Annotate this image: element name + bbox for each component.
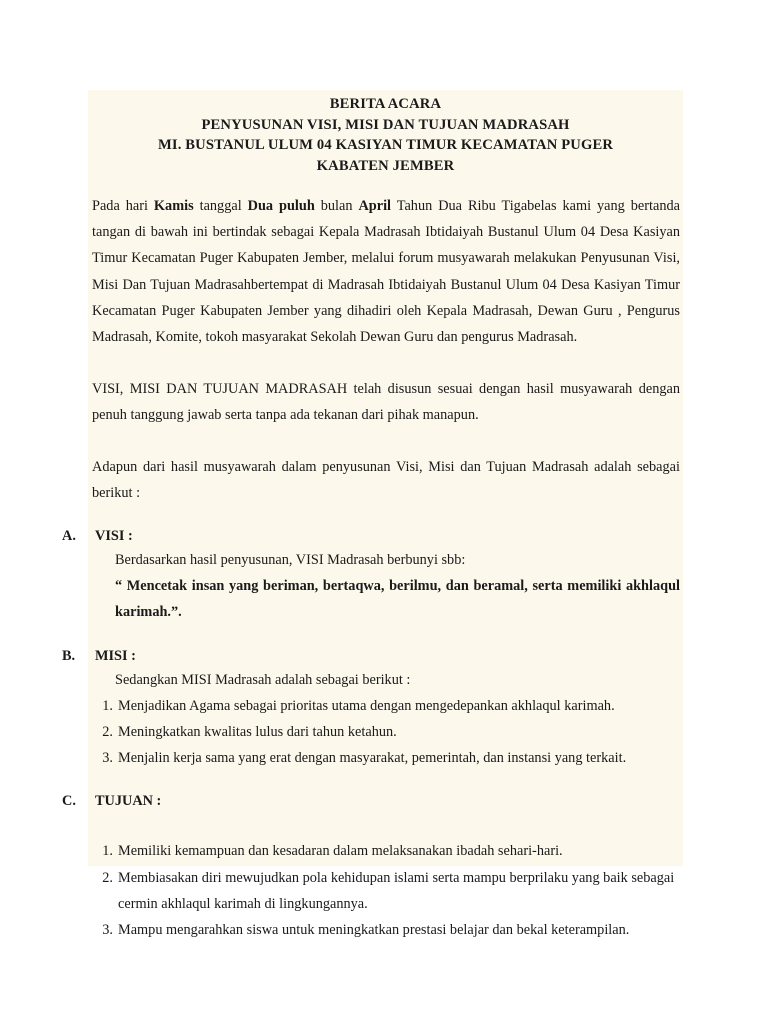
list-item xyxy=(95,693,703,719)
list-item xyxy=(95,745,703,771)
opening-text-segment: Tahun Dua Ribu Tigabelas kami yang bertanda tangan di bawah ini bertindak sebagai Kepala Madrasah Ibtidaiyah Bustanul Ulum 04 Desa Kasiyan Timur Kecamatan Puger Kabupaten Jember, melalui forum musyawarah melakukan Penyusunan Visi, Misi Dan Tujuan Madrasahbertempat di Madrasah Ibtidaiyah Bustanul Ulum 04 Desa Kasiyan Timur Kecamatan Puger Kabupaten Jember yang dihadiri oleh Kepala Madrasah, Dewan Guru , Pengurus Madrasah, Komite, tokoh masyarakat Sekolah Dewan Guru dan pengurus Madrasah. xyxy=(92,198,680,346)
adapun-paragraph: Adapun dari hasil musyawarah dalam penyusunan Visi, Misi dan Tujuan Madrasah adalah sebagai berikut : xyxy=(92,458,680,501)
tujuan-list xyxy=(0,838,768,943)
title-line-4: KABATEN JEMBER xyxy=(316,157,455,174)
section-marker-tujuan: C. xyxy=(62,793,76,810)
section-heading-misi xyxy=(0,646,768,667)
section-label-misi: MISI : xyxy=(95,647,136,664)
misi-list xyxy=(0,693,768,772)
title-line-1: BERITA ACARA xyxy=(329,96,442,112)
tujuan-spacer xyxy=(0,812,768,838)
section-heading-visi xyxy=(0,526,768,547)
document-text-layer xyxy=(0,90,768,943)
list-item-text: Menjadikan Agama sebagai prioritas utama dengan mengedepankan akhlaqul karimah. xyxy=(118,697,615,714)
list-item-number: 3. xyxy=(102,750,113,767)
list-item xyxy=(95,865,703,917)
title-line-2: PENYUSUNAN VISI, MISI DAN TUJUAN MADRASAH xyxy=(201,116,570,133)
section-marker-visi: A. xyxy=(62,528,76,545)
opening-paragraph xyxy=(92,193,680,350)
opening-text-segment: bulan xyxy=(314,198,359,214)
list-item-number: 2. xyxy=(102,724,113,741)
list-item-text: Mampu mengarahkan siswa untuk meningkatkan prestasi belajar dan bekal keterampilan. xyxy=(118,922,630,939)
list-item-number: 1. xyxy=(102,697,113,714)
section-label-tujuan: TUJUAN : xyxy=(95,793,162,810)
list-item-number: 1. xyxy=(102,843,113,860)
list-item-text: Meningkatkan kwalitas lulus dari tahun ketahun. xyxy=(118,724,397,741)
opening-bold-segment: Kamis xyxy=(153,198,194,214)
list-item-number: 2. xyxy=(102,869,113,886)
document-title xyxy=(88,90,683,176)
opening-text-segment: Pada hari xyxy=(92,198,154,214)
list-item-number: 3. xyxy=(102,922,113,939)
list-item-text: Memiliki kemampuan dan kesadaran dalam melaksanakan ibadah sehari-hari. xyxy=(118,843,563,860)
opening-bold-segment: April xyxy=(358,198,392,214)
statement-paragraph: VISI, MISI DAN TUJUAN MADRASAH telah disusun sesuai dengan hasil musyawarah dengan penuh tanggung jawab serta tanpa ada tekanan dari pihak manapun. xyxy=(92,381,680,424)
title-line-3: MI. BUSTANUL ULUM 04 KASIYAN TIMUR KECAMATAN PUGER xyxy=(157,137,614,153)
list-item xyxy=(95,917,703,943)
list-item-text: Membiasakan diri mewujudkan pola kehidupan islami serta mampu berprilaku yang baik sebagai cermin akhlaqul karimah di lingkungannya. xyxy=(118,869,675,912)
visi-intro-line: Berdasarkan hasil penyusunan, VISI Madrasah berbunyi sbb: xyxy=(115,552,466,569)
misi-intro-line: Sedangkan MISI Madrasah adalah sebagai berikut : xyxy=(115,671,411,688)
section-marker-misi: B. xyxy=(62,647,76,664)
visi-quote: “ Mencetak insan yang beriman, bertaqwa, berilmu, dan beramal, serta memiliki akhlaqul karimah.”. xyxy=(115,578,680,621)
section-heading-tujuan xyxy=(0,791,768,812)
section-label-visi: VISI : xyxy=(95,528,133,545)
list-item-text: Menjalin kerja sama yang erat dengan masyarakat, pemerintah, dan instansi yang terkait. xyxy=(118,750,627,767)
opening-bold-segment: Dua puluh xyxy=(247,198,315,214)
list-item xyxy=(95,838,703,864)
opening-text-segment: tanggal xyxy=(193,198,248,214)
list-item xyxy=(95,719,703,745)
